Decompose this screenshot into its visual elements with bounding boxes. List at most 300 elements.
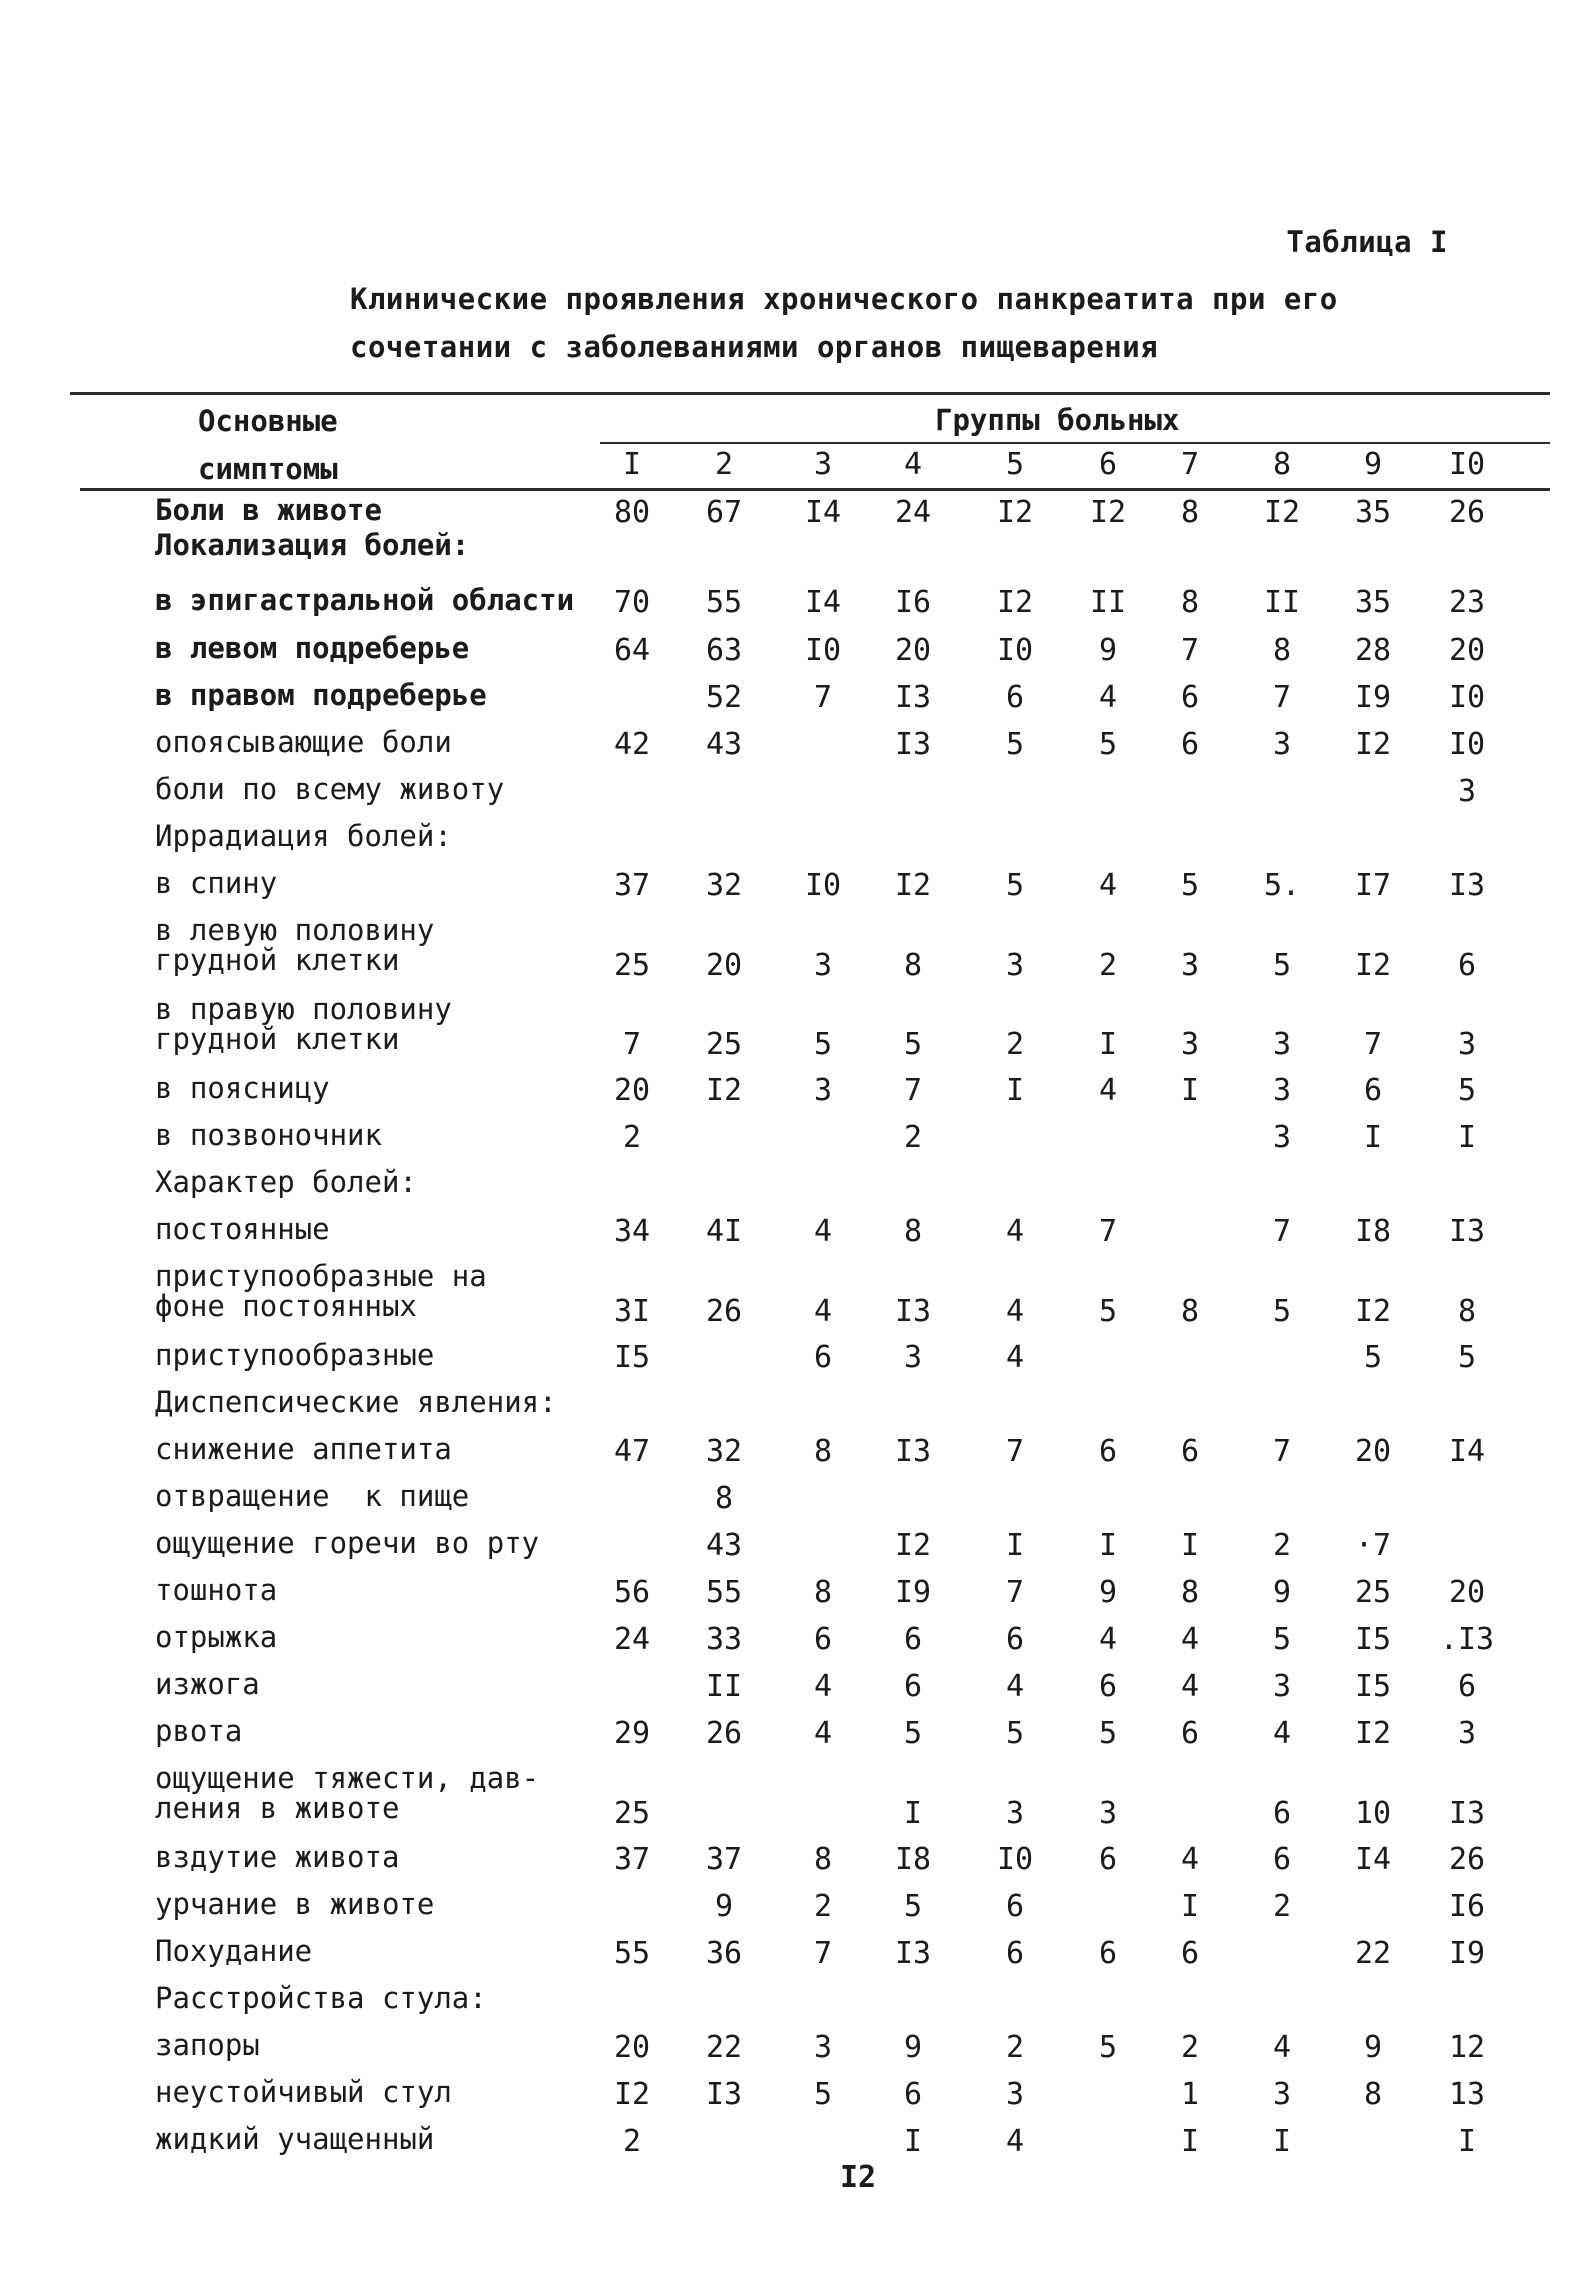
value-cell-group-7: 8 [1180, 1294, 1200, 1329]
value-cell-group-7: 6 [1180, 680, 1200, 715]
value-cell-group-8: 2 [1272, 1528, 1292, 1563]
value-cell-group-4: 5 [903, 1889, 923, 1924]
value-cell-group-10: 3 [1457, 1027, 1477, 1062]
value-cell-group-9: I [1363, 1120, 1383, 1155]
header-bottom-rule [80, 488, 1550, 491]
value-cell-group-5: 5 [1005, 1716, 1025, 1751]
header-groups-title: Группы больных [935, 403, 1180, 437]
value-cell-group-3: 7 [813, 680, 833, 715]
value-cell-group-4: I3 [894, 727, 932, 762]
symptom-label: ощущение горечи во рту [155, 1526, 540, 1560]
table-row [0, 1073, 1593, 1113]
value-cell-group-7: I [1180, 1889, 1200, 1924]
value-cell-group-8: 7 [1272, 1434, 1292, 1469]
value-cell-group-4: I3 [894, 680, 932, 715]
value-cell-group-2: 4I [705, 1214, 743, 1249]
caption-line-1: Клинические проявления хронического панкреатита при его [350, 282, 1338, 316]
value-cell-group-7: 8 [1180, 1575, 1200, 1610]
value-cell-group-3: 3 [813, 2030, 833, 2065]
table-row [0, 2077, 1593, 2117]
value-cell-group-5: 4 [1005, 1669, 1025, 1704]
value-cell-group-9: I9 [1354, 680, 1392, 715]
symptom-label: жидкий учащенный [155, 2122, 435, 2156]
value-cell-group-3: 3 [813, 1073, 833, 1108]
value-cell-group-10: 3 [1457, 774, 1477, 809]
value-cell-group-7: 6 [1180, 1434, 1200, 1469]
value-cell-group-9: 5 [1363, 1340, 1383, 1375]
value-cell-group-5: 6 [1005, 1889, 1025, 1924]
table-row [0, 1575, 1593, 1615]
value-cell-group-4: 8 [903, 1214, 923, 1249]
value-cell-group-9: I5 [1354, 1622, 1392, 1657]
value-cell-group-5: I [1005, 1528, 1025, 1563]
value-cell-group-10: 20 [1448, 1575, 1486, 1610]
value-cell-group-3: 8 [813, 1575, 833, 1610]
symptom-label: неустойчивый стул [155, 2075, 452, 2109]
symptom-label: в левом подреберье [155, 631, 470, 665]
value-cell-group-1: 25 [613, 1796, 651, 1831]
value-cell-group-4: 7 [903, 1073, 923, 1108]
value-cell-group-7: 3 [1180, 1027, 1200, 1062]
value-cell-group-4: I3 [894, 1294, 932, 1329]
table-row [0, 1622, 1593, 1662]
value-cell-group-2: 26 [705, 1294, 743, 1329]
value-cell-group-4: I3 [894, 1434, 932, 1469]
value-cell-group-4: 6 [903, 2077, 923, 2112]
value-cell-group-10: I0 [1448, 727, 1486, 762]
value-cell-group-1: I5 [613, 1340, 651, 1375]
table-row [0, 994, 1593, 1064]
value-cell-group-2: 32 [705, 1434, 743, 1469]
symptom-label: Боли в животе [155, 493, 382, 527]
value-cell-group-3: I0 [804, 868, 842, 903]
value-cell-group-7: 8 [1180, 495, 1200, 530]
table-top-rule [70, 392, 1550, 395]
value-cell-group-4: I3 [894, 1936, 932, 1971]
value-cell-group-8: 6 [1272, 1842, 1292, 1877]
value-cell-group-2: II [705, 1669, 743, 1704]
symptom-label: в эпигастральной области [155, 583, 575, 617]
value-cell-group-6: 4 [1098, 868, 1118, 903]
value-cell-group-10: I9 [1448, 1936, 1486, 1971]
value-cell-group-8: 7 [1272, 1214, 1292, 1249]
value-cell-group-5: 2 [1005, 2030, 1025, 2065]
value-cell-group-2: 43 [705, 1528, 743, 1563]
value-cell-group-7: 4 [1180, 1842, 1200, 1877]
value-cell-group-8: 3 [1272, 1669, 1292, 1704]
header-symptoms-line2: симптомы [198, 452, 338, 486]
value-cell-group-2: 55 [705, 585, 743, 620]
value-cell-group-4: 2 [903, 1120, 923, 1155]
symptom-label: в правую половину грудной клетки [155, 992, 452, 1056]
symptom-label: в позвоночник [155, 1118, 382, 1152]
value-cell-group-3: 8 [813, 1434, 833, 1469]
value-cell-group-1: 56 [613, 1575, 651, 1610]
value-cell-group-4: 6 [903, 1669, 923, 1704]
table-row [0, 1528, 1593, 1568]
value-cell-group-5: I [1005, 1073, 1025, 1108]
value-cell-group-6: 5 [1098, 1716, 1118, 1751]
group-number-7: 7 [1180, 447, 1200, 482]
value-cell-group-5: 3 [1005, 948, 1025, 983]
symptom-label: Характер болей: [155, 1165, 417, 1199]
value-cell-group-6: 6 [1098, 1434, 1118, 1469]
table-row [0, 1716, 1593, 1756]
value-cell-group-7: I [1180, 1528, 1200, 1563]
value-cell-group-7: I [1180, 2124, 1200, 2159]
group-number-6: 6 [1098, 447, 1118, 482]
value-cell-group-7: 4 [1180, 1669, 1200, 1704]
value-cell-group-9: 25 [1354, 1575, 1392, 1610]
value-cell-group-2: 63 [705, 633, 743, 668]
value-cell-group-2: 55 [705, 1575, 743, 1610]
value-cell-group-7: 1 [1180, 2077, 1200, 2112]
table-row [0, 585, 1593, 625]
value-cell-group-5: I0 [996, 1842, 1034, 1877]
value-cell-group-10: I [1457, 1120, 1477, 1155]
value-cell-group-10: I3 [1448, 868, 1486, 903]
value-cell-group-8: 3 [1272, 1073, 1292, 1108]
value-cell-group-6: I [1098, 1528, 1118, 1563]
symptom-label: отвращение к пище [155, 1479, 470, 1513]
value-cell-group-4: I9 [894, 1575, 932, 1610]
table-row [0, 2124, 1593, 2164]
value-cell-group-9: I5 [1354, 1669, 1392, 1704]
value-cell-group-9: 35 [1354, 585, 1392, 620]
table-row [0, 633, 1593, 673]
table-row [0, 1889, 1593, 1929]
group-number-8: 8 [1272, 447, 1292, 482]
value-cell-group-7: 6 [1180, 1716, 1200, 1751]
value-cell-group-10: 23 [1448, 585, 1486, 620]
value-cell-group-3: 5 [813, 1027, 833, 1062]
table-row [0, 1120, 1593, 1160]
value-cell-group-2: I3 [705, 2077, 743, 2112]
value-cell-group-6: 6 [1098, 1936, 1118, 1971]
value-cell-group-9: 6 [1363, 1073, 1383, 1108]
symptom-label: Диспепсические явления: [155, 1385, 557, 1419]
symptom-label: в левую половину грудной клетки [155, 913, 435, 977]
value-cell-group-7: 6 [1180, 1936, 1200, 1971]
value-cell-group-4: 9 [903, 2030, 923, 2065]
value-cell-group-10: I6 [1448, 1889, 1486, 1924]
value-cell-group-1: 3I [613, 1294, 651, 1329]
symptom-label: запоры [155, 2028, 260, 2062]
value-cell-group-8: 5 [1272, 1294, 1292, 1329]
value-cell-group-8: 4 [1272, 1716, 1292, 1751]
table-row [0, 1167, 1593, 1207]
value-cell-group-10: I3 [1448, 1796, 1486, 1831]
value-cell-group-10: I0 [1448, 680, 1486, 715]
value-cell-group-6: 2 [1098, 948, 1118, 983]
symptom-label: изжога [155, 1667, 260, 1701]
symptom-label: урчание в животе [155, 1887, 435, 1921]
value-cell-group-8: 3 [1272, 727, 1292, 762]
table-caption [350, 275, 1450, 371]
value-cell-group-4: I8 [894, 1842, 932, 1877]
caption-line-2: сочетании с заболеваниями органов пищеварения [350, 330, 1159, 364]
value-cell-group-5: 4 [1005, 1294, 1025, 1329]
value-cell-group-8: 2 [1272, 1889, 1292, 1924]
value-cell-group-4: I2 [894, 1528, 932, 1563]
value-cell-group-5: 2 [1005, 1027, 1025, 1062]
value-cell-group-2: 22 [705, 2030, 743, 2065]
value-cell-group-8: 4 [1272, 2030, 1292, 2065]
value-cell-group-3: I0 [804, 633, 842, 668]
value-cell-group-7: 6 [1180, 727, 1200, 762]
value-cell-group-8: 5. [1263, 868, 1301, 903]
value-cell-group-8: 9 [1272, 1575, 1292, 1610]
symptom-label: боли по всему животу [155, 772, 505, 806]
symptom-label: в спину [155, 866, 278, 900]
value-cell-group-10: 5 [1457, 1340, 1477, 1375]
value-cell-group-3: 4 [813, 1294, 833, 1329]
value-cell-group-7: 8 [1180, 585, 1200, 620]
table-row [0, 1261, 1593, 1331]
value-cell-group-3: 4 [813, 1669, 833, 1704]
value-cell-group-1: 29 [613, 1716, 651, 1751]
value-cell-group-1: 20 [613, 2030, 651, 2065]
symptom-label: в правом подреберье [155, 678, 487, 712]
value-cell-group-2: 43 [705, 727, 743, 762]
value-cell-group-8: I2 [1263, 495, 1301, 530]
value-cell-group-9: I4 [1354, 1842, 1392, 1877]
value-cell-group-3: 2 [813, 1889, 833, 1924]
value-cell-group-3: I4 [804, 495, 842, 530]
table-row [0, 774, 1593, 814]
value-cell-group-4: I [903, 1796, 923, 1831]
value-cell-group-9: ·7 [1354, 1528, 1392, 1563]
value-cell-group-5: 7 [1005, 1434, 1025, 1469]
value-cell-group-2: 32 [705, 868, 743, 903]
symptom-label: опоясывающие боли [155, 725, 452, 759]
value-cell-group-10: 5 [1457, 1073, 1477, 1108]
value-cell-group-4: 6 [903, 1622, 923, 1657]
value-cell-group-6: 5 [1098, 727, 1118, 762]
value-cell-group-1: 80 [613, 495, 651, 530]
value-cell-group-2: 25 [705, 1027, 743, 1062]
value-cell-group-1: 34 [613, 1214, 651, 1249]
value-cell-group-8: 3 [1272, 1027, 1292, 1062]
value-cell-group-9: 28 [1354, 633, 1392, 668]
table-row [0, 727, 1593, 767]
symptom-label: постоянные [155, 1212, 330, 1246]
value-cell-group-9: 7 [1363, 1027, 1383, 1062]
value-cell-group-6: I2 [1089, 495, 1127, 530]
group-number-3: 3 [813, 447, 833, 482]
table-row [0, 1481, 1593, 1521]
value-cell-group-4: I6 [894, 585, 932, 620]
value-cell-group-1: 55 [613, 1936, 651, 1971]
value-cell-group-4: 24 [894, 495, 932, 530]
value-cell-group-10: I3 [1448, 1214, 1486, 1249]
header-symptoms-line1: Основные [198, 404, 338, 438]
value-cell-group-9: 22 [1354, 1936, 1392, 1971]
symptom-label: снижение аппетита [155, 1432, 452, 1466]
value-cell-group-5: 4 [1005, 1214, 1025, 1249]
value-cell-group-2: 52 [705, 680, 743, 715]
value-cell-group-9: 8 [1363, 2077, 1383, 2112]
value-cell-group-1: 25 [613, 948, 651, 983]
value-cell-group-10: 8 [1457, 1294, 1477, 1329]
value-cell-group-1: I2 [613, 2077, 651, 2112]
table-row [0, 1214, 1593, 1254]
value-cell-group-1: 2 [622, 2124, 642, 2159]
value-cell-group-9: 20 [1354, 1434, 1392, 1469]
value-cell-group-5: 6 [1005, 680, 1025, 715]
value-cell-group-3: 6 [813, 1622, 833, 1657]
value-cell-group-2: 9 [714, 1889, 734, 1924]
value-cell-group-10: 13 [1448, 2077, 1486, 2112]
group-number-4: 4 [903, 447, 923, 482]
value-cell-group-5: 3 [1005, 1796, 1025, 1831]
symptom-label: Расстройства стула: [155, 1981, 487, 2015]
symptom-label: Локализация болей: [155, 528, 470, 562]
value-cell-group-6: 4 [1098, 680, 1118, 715]
page-number: I2 [840, 2160, 877, 2195]
value-cell-group-6: 7 [1098, 1214, 1118, 1249]
group-number-10: I0 [1448, 447, 1486, 482]
table-row [0, 1763, 1593, 1833]
value-cell-group-4: I2 [894, 868, 932, 903]
value-cell-group-9: I2 [1354, 1294, 1392, 1329]
value-cell-group-1: 47 [613, 1434, 651, 1469]
value-cell-group-1: 37 [613, 1842, 651, 1877]
value-cell-group-10: 20 [1448, 633, 1486, 668]
symptom-label: отрыжка [155, 1620, 278, 1654]
table-row [0, 680, 1593, 720]
value-cell-group-3: 4 [813, 1716, 833, 1751]
value-cell-group-8: II [1263, 585, 1301, 620]
table-row [0, 530, 1593, 570]
value-cell-group-3: 3 [813, 948, 833, 983]
table-row [0, 1842, 1593, 1882]
value-cell-group-2: I2 [705, 1073, 743, 1108]
value-cell-group-9: I2 [1354, 1716, 1392, 1751]
value-cell-group-2: 20 [705, 948, 743, 983]
value-cell-group-9: I8 [1354, 1214, 1392, 1249]
value-cell-group-7: 2 [1180, 2030, 1200, 2065]
value-cell-group-1: 20 [613, 1073, 651, 1108]
symptom-label: рвота [155, 1714, 243, 1748]
value-cell-group-2: 36 [705, 1936, 743, 1971]
value-cell-group-6: I [1098, 1027, 1118, 1062]
table-row [0, 821, 1593, 861]
value-cell-group-3: 5 [813, 2077, 833, 2112]
value-cell-group-7: 7 [1180, 633, 1200, 668]
value-cell-group-8: 7 [1272, 680, 1292, 715]
table-row [0, 1340, 1593, 1380]
value-cell-group-6: 6 [1098, 1842, 1118, 1877]
value-cell-group-5: 4 [1005, 1340, 1025, 1375]
value-cell-group-9: I2 [1354, 948, 1392, 983]
group-number-5: 5 [1005, 447, 1025, 482]
value-cell-group-5: 6 [1005, 1622, 1025, 1657]
symptom-label: вздутие живота [155, 1840, 400, 1874]
value-cell-group-5: 3 [1005, 2077, 1025, 2112]
value-cell-group-8: I [1272, 2124, 1292, 2159]
symptom-label: приступообразные [155, 1338, 435, 1372]
value-cell-group-5: 5 [1005, 727, 1025, 762]
symptom-label: Похудание [155, 1934, 313, 1968]
value-cell-group-9: I7 [1354, 868, 1392, 903]
table-row [0, 1669, 1593, 1709]
value-cell-group-6: 4 [1098, 1073, 1118, 1108]
value-cell-group-9: I2 [1354, 727, 1392, 762]
value-cell-group-4: 5 [903, 1027, 923, 1062]
group-number-9: 9 [1363, 447, 1383, 482]
value-cell-group-10: 26 [1448, 495, 1486, 530]
table-row [0, 1387, 1593, 1427]
symptom-label: Иррадиация болей: [155, 819, 452, 853]
table-row [0, 1936, 1593, 1976]
value-cell-group-10: 3 [1457, 1716, 1477, 1751]
value-cell-group-2: 37 [705, 1842, 743, 1877]
value-cell-group-6: 4 [1098, 1622, 1118, 1657]
table-row [0, 915, 1593, 985]
value-cell-group-4: 5 [903, 1716, 923, 1751]
value-cell-group-5: 5 [1005, 868, 1025, 903]
value-cell-group-9: 35 [1354, 495, 1392, 530]
value-cell-group-9: 9 [1363, 2030, 1383, 2065]
value-cell-group-8: 8 [1272, 633, 1292, 668]
value-cell-group-1: 24 [613, 1622, 651, 1657]
value-cell-group-3: 7 [813, 1936, 833, 1971]
value-cell-group-10: I4 [1448, 1434, 1486, 1469]
symptom-label: в поясницу [155, 1071, 330, 1105]
value-cell-group-1: 7 [622, 1027, 642, 1062]
symptom-label: приступообразные на фоне постоянных [155, 1259, 487, 1323]
value-cell-group-1: 64 [613, 633, 651, 668]
value-cell-group-5: 6 [1005, 1936, 1025, 1971]
value-cell-group-6: 9 [1098, 633, 1118, 668]
value-cell-group-7: 4 [1180, 1622, 1200, 1657]
value-cell-group-5: I2 [996, 495, 1034, 530]
table-row [0, 1983, 1593, 2023]
value-cell-group-4: I [903, 2124, 923, 2159]
value-cell-group-6: 5 [1098, 1294, 1118, 1329]
table-row [0, 868, 1593, 908]
value-cell-group-10: I [1457, 2124, 1477, 2159]
value-cell-group-2: 26 [705, 1716, 743, 1751]
value-cell-group-8: 5 [1272, 1622, 1292, 1657]
value-cell-group-8: 6 [1272, 1796, 1292, 1831]
value-cell-group-1: 42 [613, 727, 651, 762]
value-cell-group-7: I [1180, 1073, 1200, 1108]
value-cell-group-5: I2 [996, 585, 1034, 620]
value-cell-group-1: 70 [613, 585, 651, 620]
value-cell-group-6: 6 [1098, 1669, 1118, 1704]
value-cell-group-2: 33 [705, 1622, 743, 1657]
value-cell-group-10: 26 [1448, 1842, 1486, 1877]
value-cell-group-6: 9 [1098, 1575, 1118, 1610]
value-cell-group-7: 5 [1180, 868, 1200, 903]
value-cell-group-4: 20 [894, 633, 932, 668]
groups-rule [600, 442, 1550, 444]
value-cell-group-7: 3 [1180, 948, 1200, 983]
table-label: Таблица I [1286, 225, 1448, 259]
value-cell-group-6: II [1089, 585, 1127, 620]
symptom-label: ощущение тяжести, дав- ления в животе [155, 1761, 540, 1825]
value-cell-group-9: 10 [1354, 1796, 1392, 1831]
value-cell-group-2: 8 [714, 1481, 734, 1516]
value-cell-group-1: 37 [613, 868, 651, 903]
value-cell-group-10: 6 [1457, 948, 1477, 983]
value-cell-group-6: 5 [1098, 2030, 1118, 2065]
table-row [0, 1434, 1593, 1474]
value-cell-group-10: 6 [1457, 1669, 1477, 1704]
value-cell-group-5: 4 [1005, 2124, 1025, 2159]
